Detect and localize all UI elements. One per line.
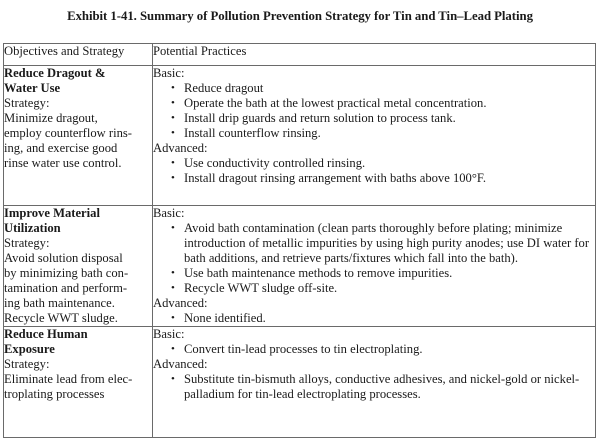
strategy-text-line: tamination and perform- [4,281,128,295]
list-item: • Convert tin-lead processes to tin electroplating. [184,342,595,357]
advanced-practices-list [153,156,595,186]
list-item: • Avoid bath contamination (clean parts thoroughly before plating; minimize introduction of metallic impurities by using high purity anodes; use DI water for bath additions, and retrieve parts/fixtures which fall into the bath). [184,221,595,266]
header-practices: Potential Practices [153,44,596,66]
objective-title-line: Improve Material [4,206,100,220]
strategy-text-line: Recycle WWT sludge. [4,311,118,325]
objective-title-line: Exposure [4,342,55,356]
list-item: • Install drip guards and return solution to process tank. [184,111,595,126]
exhibit-title: Exhibit 1-41. Summary of Pollution Prevention Strategy for Tin and Tin–Lead Plating [67,9,533,23]
basic-label: Basic: [153,327,185,341]
basic-practices-list [153,342,595,357]
basic-label: Basic: [153,66,185,80]
advanced-practices-list [153,311,595,326]
table-row [4,206,596,327]
strategy-text-line: Eliminate lead from elec- [4,372,133,386]
list-item: • Use bath maintenance methods to remove impurities. [184,266,595,281]
strategy-text-line: ing, and exercise good [4,141,118,155]
table-header-row [4,44,596,66]
objective-cell [4,327,153,438]
list-item: • Substitute tin-bismuth alloys, conductive adhesives, and nickel-gold or nickel-palladium for tin-lead electroplating processes. [184,372,595,402]
strategy-text-line: Minimize dragout, [4,111,98,125]
list-item: • Install dragout rinsing arrangement with baths above 100°F. [184,171,595,186]
strategy-label: Strategy: [4,357,50,371]
strategy-text-line: employ counterflow rins- [4,126,133,140]
advanced-label: Advanced: [153,141,208,155]
advanced-label: Advanced: [153,357,208,371]
objective-title-line: Reduce Human [4,327,88,341]
strategy-table [3,43,596,438]
strategy-text-line: rinse water use control. [4,156,122,170]
strategy-text-line: troplating processes [4,387,105,401]
practices-cell [153,66,596,206]
objective-title-line: Reduce Dragout & [4,66,106,80]
list-item: • Install counterflow rinsing. [184,126,595,141]
list-item: • Reduce dragout [184,81,595,96]
objective-cell [4,66,153,206]
basic-label: Basic: [153,206,185,220]
basic-practices-list [153,81,595,141]
advanced-practices-list [153,372,595,402]
strategy-text-line: Avoid solution disposal [4,251,123,265]
list-item: • Recycle WWT sludge off-site. [184,281,595,296]
objective-title-line: Utilization [4,221,61,235]
header-objectives: Objectives and Strategy [4,44,153,66]
list-item: • Use conductivity controlled rinsing. [184,156,595,171]
advanced-label: Advanced: [153,296,208,310]
table-row [4,327,596,438]
basic-practices-list [153,221,595,296]
strategy-label: Strategy: [4,236,50,250]
list-item: • None identified. [184,311,595,326]
strategy-text-line: by minimizing bath con- [4,266,129,280]
practices-cell [153,327,596,438]
table-row [4,66,596,206]
strategy-text-line: ing bath maintenance. [4,296,115,310]
list-item: • Operate the bath at the lowest practical metal concentration. [184,96,595,111]
practices-cell [153,206,596,327]
objective-cell [4,206,153,327]
objective-title-line: Water Use [4,81,61,95]
strategy-label: Strategy: [4,96,50,110]
